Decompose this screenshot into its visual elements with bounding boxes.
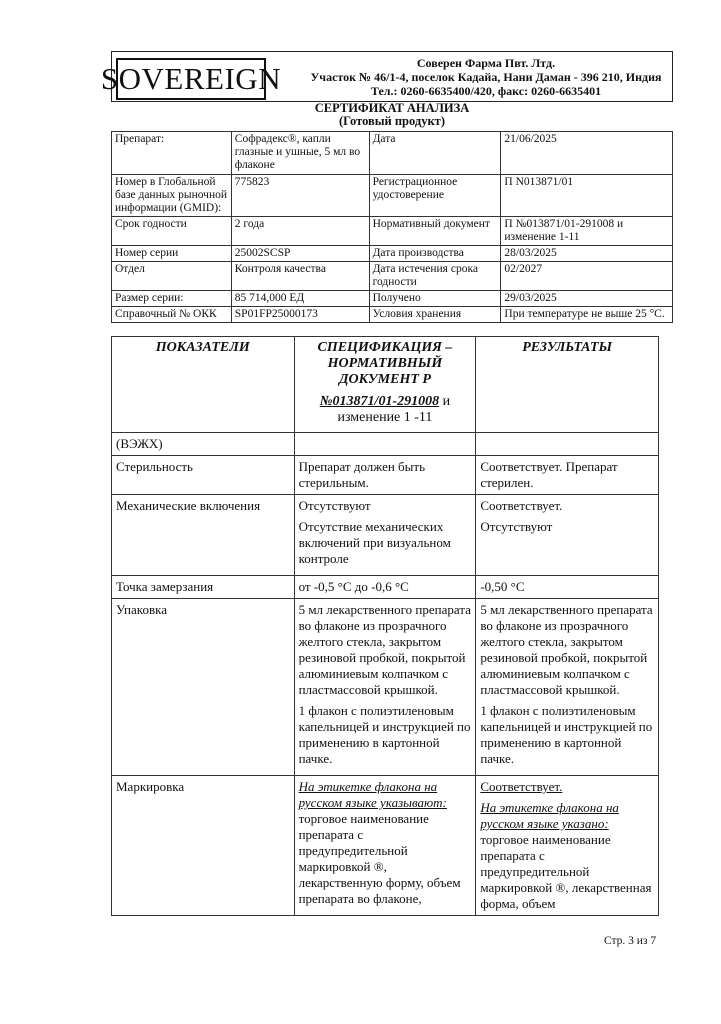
certificate-title [111, 102, 673, 128]
marking-result-heading: На этикетке флакона на русском языке указано: [480, 800, 619, 831]
dept-value: Контроля качества [231, 262, 369, 291]
mech-spec-1: Отсутствуют [298, 498, 371, 513]
dept-label: Отдел [112, 262, 232, 291]
header-results: РЕЗУЛЬТАТЫ [476, 337, 659, 433]
batch-value: 25002SCSP [231, 246, 369, 262]
table-row [112, 132, 673, 175]
size-label: Размер серии: [112, 291, 232, 307]
company-contacts: Тел.: 0260-6635400/420, факс: 0260-6635401 [370, 84, 602, 98]
normdoc-label: Нормативный документ [369, 217, 501, 246]
marking-result-status: Соответствует. [480, 779, 563, 794]
certificate-title-main: СЕРТИФИКАТ АНАЛИЗА [314, 101, 470, 115]
company-name: Соверен Фарма Пвт. Лтд. [416, 56, 556, 70]
header-spec-doc-line [299, 394, 472, 426]
prod-date-value: 28/03/2025 [501, 246, 673, 262]
logo-text: SOVEREIGN [100, 61, 282, 96]
company-logo [100, 58, 282, 100]
okk-value: SP01FP25000173 [231, 307, 369, 323]
pack-result [476, 599, 659, 776]
table-row [112, 599, 659, 776]
table-row [112, 246, 673, 262]
header-spec-doc: №013871/01-291008 [319, 394, 440, 409]
vezhh-result [476, 433, 659, 456]
pack-spec-1: 5 мл лекарственного препарата во флаконе из прозрачного желтого стекла, закрытом резиновой пробкой, покрытой алюминиевым колпачком с пластмассовой крышкой. [298, 602, 471, 697]
pack-result-1: 5 мл лекарственного препарата во флаконе из прозрачного желтого стекла, закрытом резиновой пробкой, покрытой алюминиевым колпачком с пластмассовой крышкой. [480, 602, 653, 697]
drug-label: Препарат: [112, 132, 232, 175]
prod-date-label: Дата производства [369, 246, 501, 262]
mech-name: Механические включения [112, 495, 295, 576]
vezhh-spec [294, 433, 476, 456]
size-value: 85 714,000 ЕД [231, 291, 369, 307]
table-header-row [112, 337, 659, 433]
company-address: Участок № 46/1-4, поселок Кадайа, Нани Даман - 396 210, Индия [310, 70, 662, 84]
marking-result [476, 776, 659, 916]
reg-label: Регистрационное удостоверение [369, 175, 501, 217]
mech-result-1: Соответствует. [480, 498, 563, 513]
header-spec-tail: и изменение 1 -11 [337, 394, 451, 425]
sterility-spec: Препарат должен быть стерильным. [294, 456, 476, 495]
okk-label: Справочный № ОКК [112, 307, 232, 323]
table-row [112, 262, 673, 291]
header-specification [294, 337, 476, 433]
table-row [112, 776, 659, 916]
marking-spec-text: торговое наименование препарата с предупредительной маркировкой ®, лекарственную форму, объем препарата во флаконе, [298, 811, 461, 906]
table-row [112, 307, 673, 323]
table-row [112, 217, 673, 246]
table-row [112, 433, 659, 456]
reg-value: П N013871/01 [501, 175, 673, 217]
marking-spec [294, 776, 476, 916]
table-row [112, 495, 659, 576]
table-row [112, 175, 673, 217]
drug-value: Софрадекс®, капли глазные и ушные, 5 мл во флаконе [231, 132, 369, 175]
certificate-subtitle: (Готовый продукт) [339, 114, 445, 128]
storage-value: При температуре не выше 25 °С. [501, 307, 673, 323]
received-label: Получено [369, 291, 501, 307]
marking-spec-heading: На этикетке флакона на русском языке указывают: [298, 779, 447, 810]
header-spec-main: СПЕЦИФИКАЦИЯ – НОРМАТИВНЫЙ ДОКУМЕНТ Р [317, 340, 453, 387]
received-value: 29/03/2025 [501, 291, 673, 307]
table-row [112, 576, 659, 599]
shelf-label: Срок годности [112, 217, 232, 246]
table-row [112, 456, 659, 495]
marking-name: Маркировка [112, 776, 295, 916]
sterility-result: Соответствует. Препарат стерилен. [476, 456, 659, 495]
freezing-spec: от -0,5 °С до -0,6 °С [294, 576, 476, 599]
storage-label: Условия хранения [369, 307, 501, 323]
batch-label: Номер серии [112, 246, 232, 262]
pack-spec-2: 1 флакон с полиэтиленовым капельницей и инструкцией по применению в картонной пачке. [298, 703, 471, 766]
mech-spec [294, 495, 476, 576]
freezing-name: Точка замерзания [112, 576, 295, 599]
vezhh-label: (ВЭЖХ) [112, 433, 295, 456]
shelf-value: 2 года [231, 217, 369, 246]
header-indicators: ПОКАЗАТЕЛИ [112, 337, 295, 433]
company-info [300, 56, 672, 98]
date-value: 21/06/2025 [501, 132, 673, 175]
mech-result-2: Отсутствуют [480, 519, 553, 534]
expiry-value: 02/2027 [501, 262, 673, 291]
pack-result-2: 1 флакон с полиэтиленовым капельницей и инструкцией по применению в картонной пачке. [480, 703, 653, 766]
pack-spec [294, 599, 476, 776]
expiry-label: Дата истечения срока годности [369, 262, 501, 291]
marking-result-text: торговое наименование препарата с предупредительной маркировкой ®, лекарственная форма, объем [480, 832, 652, 911]
product-info-table [111, 131, 673, 323]
mech-result [476, 495, 659, 576]
sterility-name: Стерильность [112, 456, 295, 495]
pack-name: Упаковка [112, 599, 295, 776]
mech-spec-2: Отсутствие механических включений при визуальном контроле [298, 519, 451, 566]
page-number: Стр. 3 из 7 [604, 935, 657, 947]
table-row [112, 291, 673, 307]
date-label: Дата [369, 132, 501, 175]
specification-table [111, 336, 659, 916]
gmid-value: 775823 [231, 175, 369, 217]
normdoc-value: П №013871/01-291008 и изменение 1-11 [501, 217, 673, 246]
freezing-result: -0,50 °С [476, 576, 659, 599]
gmid-label: Номер в Глобальной базе данных рыночной информации (GMID): [112, 175, 232, 217]
